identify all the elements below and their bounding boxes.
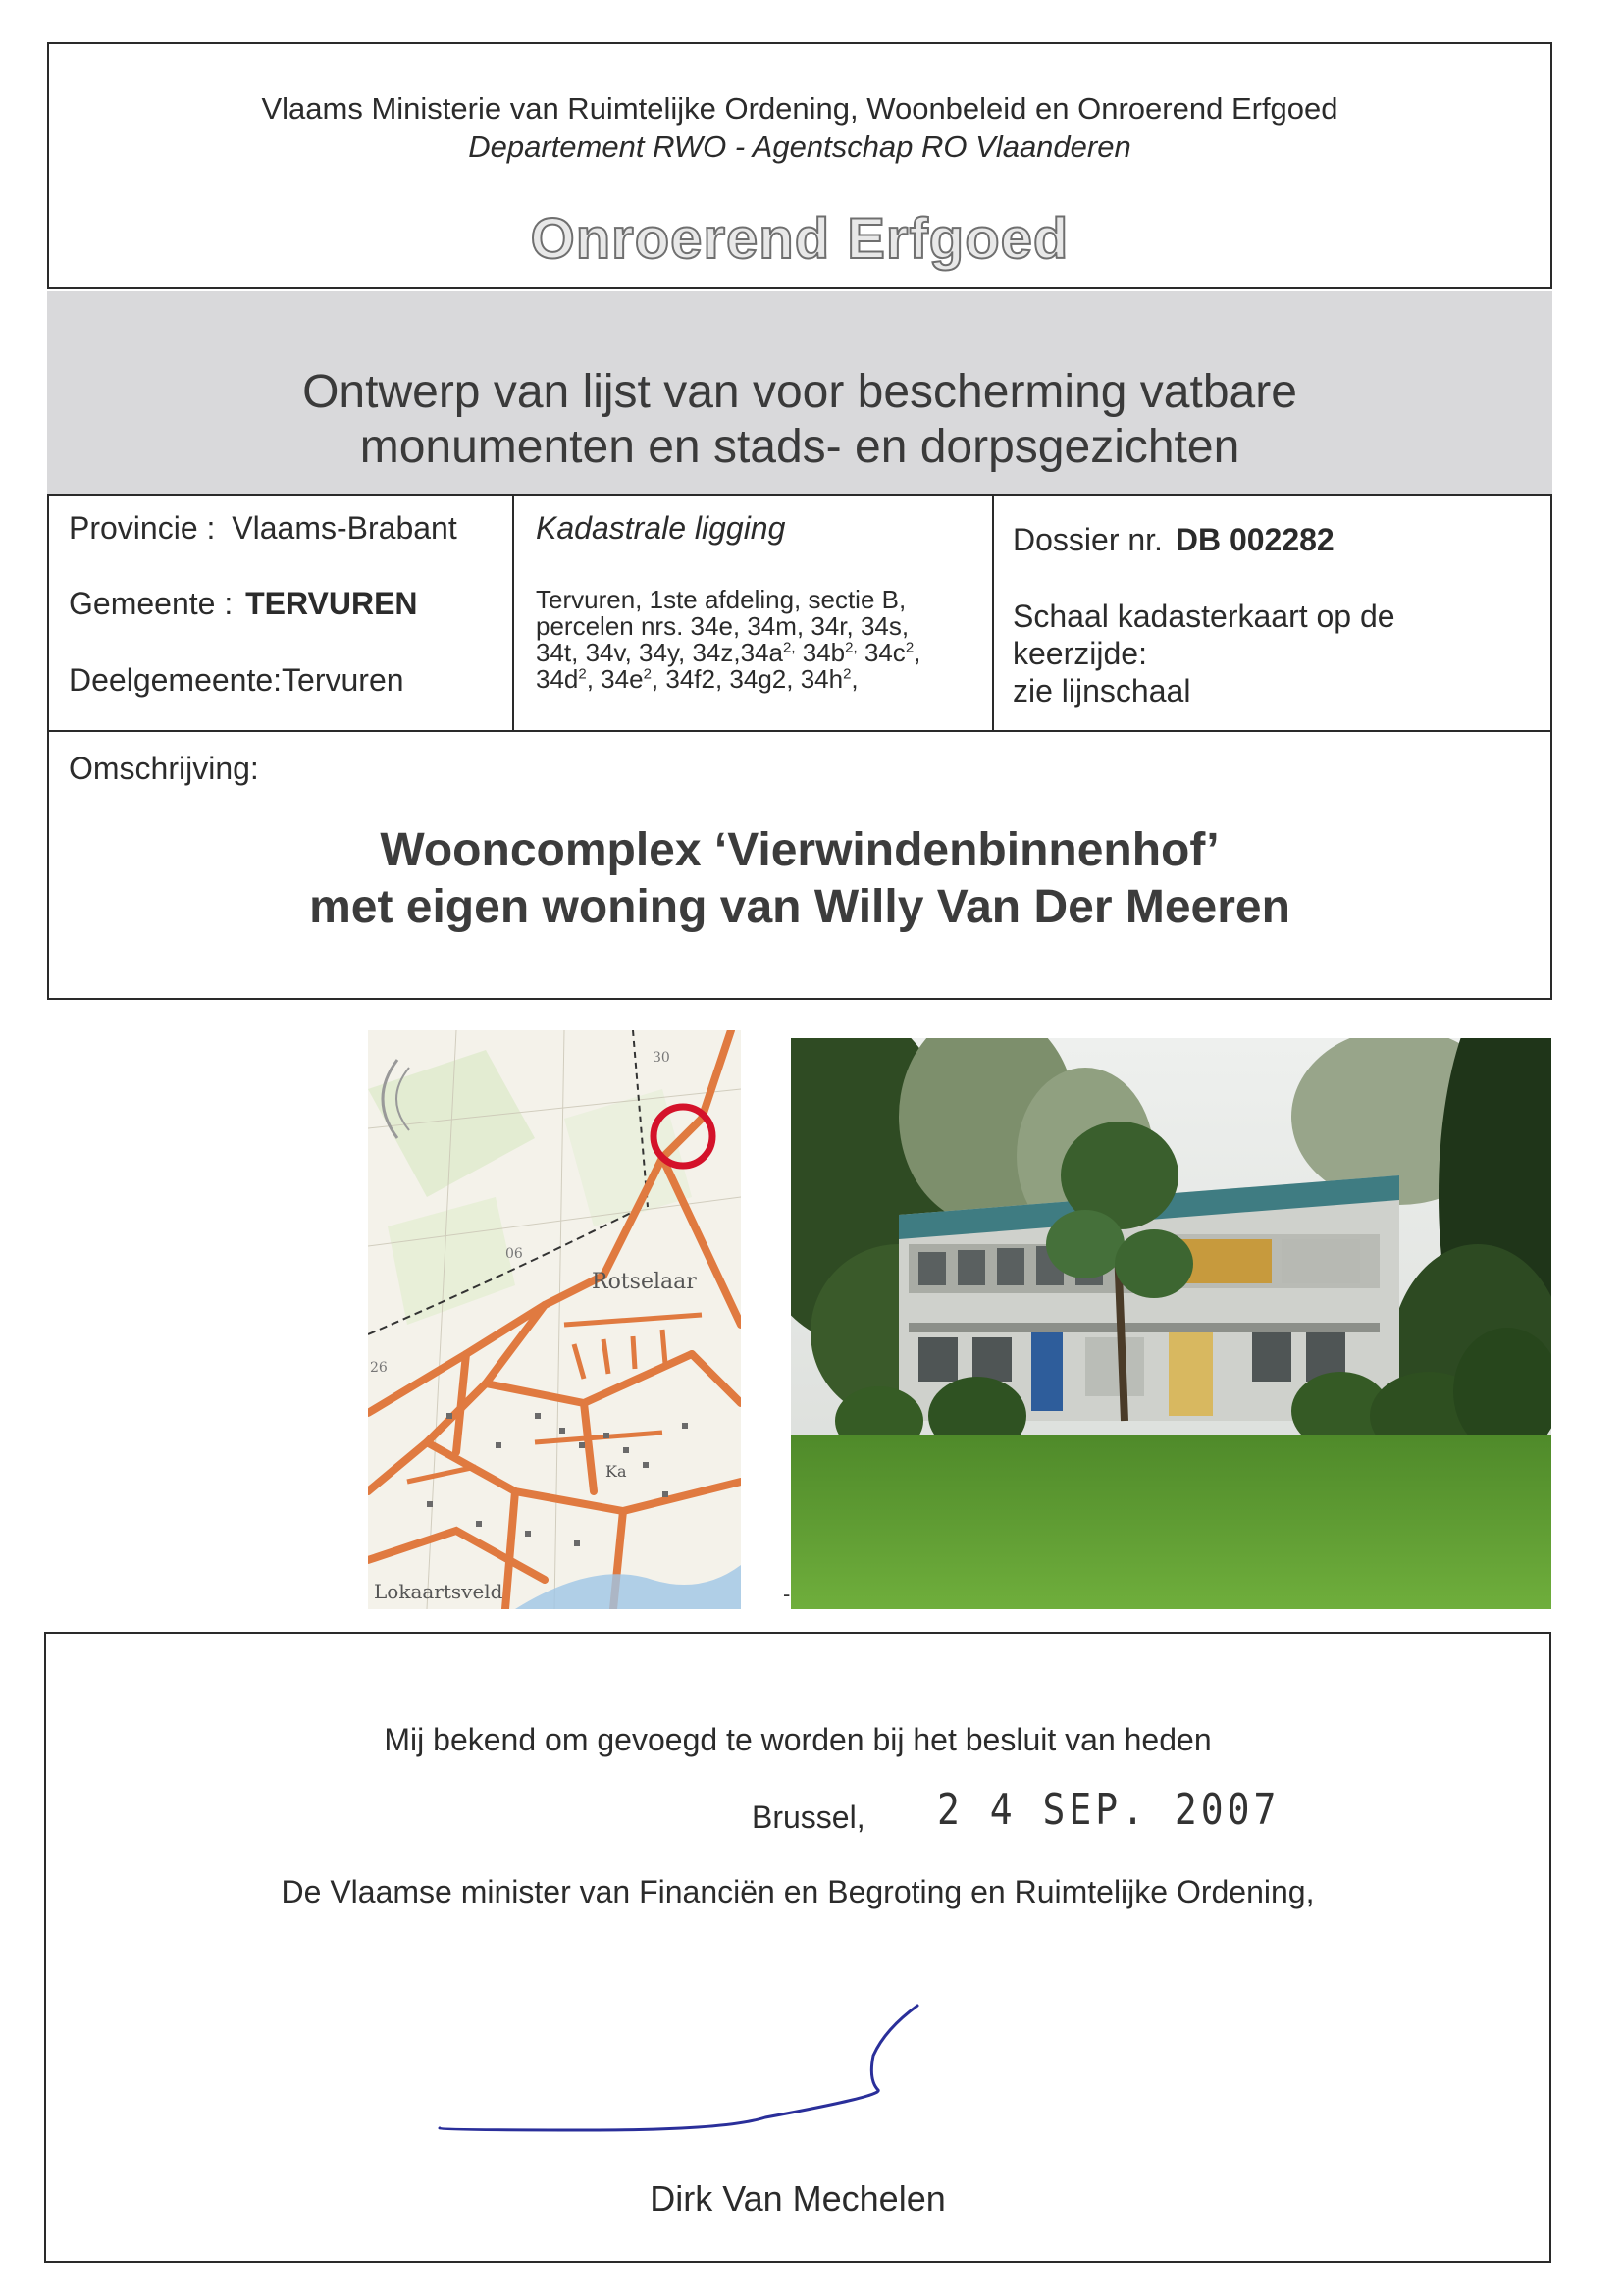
cadastral-parcel-text: , — [851, 664, 859, 694]
document-title-line1: Ontwerp van lijst van voor bescherming vatbare — [302, 366, 1297, 418]
separator-dash: - — [783, 1582, 791, 1606]
ministry-name: Vlaams Ministerie van Ruimtelijke Ordening, Woonbeleid en Onroerend Erfgoed — [261, 91, 1338, 126]
dossier-label: Dossier nr. — [1013, 522, 1163, 557]
submunicipality-label: Deelgemeente: — [69, 662, 283, 698]
map-label-30: 30 — [653, 1050, 670, 1066]
cadastral-parcel-text: , 34f2, 34g2, 34h — [651, 664, 844, 694]
cadastral-line-1: Tervuren, 1ste afdeling, sectie B, — [536, 585, 907, 614]
cadastral-parcel-text: 34b — [802, 638, 846, 667]
building-photo — [791, 1038, 1551, 1609]
minister-title: De Vlaamse minister van Financiën en Begroting en Ruimtelijke Ordening, — [281, 1874, 1315, 1909]
photo-graphic — [791, 1038, 1551, 1609]
description-title-line2: met eigen woning van Willy Van Der Meeren — [309, 881, 1290, 933]
province-row — [69, 510, 457, 547]
signatory-name: Dirk Van Mechelen — [650, 2178, 946, 2218]
cadastral-line-4 — [536, 666, 987, 693]
scale-line: zie lijnschaal — [1013, 673, 1191, 708]
map-graphic — [368, 1030, 741, 1609]
statement-text: Mij bekend om gevoegd te worden bij het besluit van heden — [384, 1722, 1212, 1757]
dossier-row — [1013, 522, 1335, 558]
map-label-26: 26 — [370, 1360, 388, 1376]
signature-graphic — [432, 2002, 942, 2139]
municipality-value: TERVUREN — [245, 586, 418, 621]
date-stamp: 2 4 SEP. 2007 — [937, 1784, 1281, 1835]
description-title-line1: Wooncomplex ‘Vierwindenbinnenhof’ — [380, 824, 1220, 876]
handwritten-signature — [432, 2002, 942, 2139]
cadastral-line-2: percelen nrs. 34e, 34m, 34r, 34s, — [536, 611, 910, 641]
map-label-ka: Ka — [605, 1462, 627, 1481]
cadastral-parcel-text: 34d — [536, 664, 579, 694]
column-divider-2 — [992, 494, 994, 732]
info-middle-rule — [47, 730, 1552, 732]
submunicipality-value: Tervuren — [282, 662, 404, 698]
municipality-row — [69, 586, 418, 622]
map-label-rotselaar: Rotselaar — [592, 1270, 697, 1294]
superscript: 2 — [643, 665, 652, 683]
cadastral-parcels — [536, 587, 987, 693]
province-label: Provincie : — [69, 510, 216, 546]
province-value: Vlaams-Brabant — [232, 510, 457, 546]
scale-note — [1013, 598, 1395, 709]
dossier-number: DB 002282 — [1175, 522, 1335, 557]
submunicipality-row — [69, 662, 404, 699]
cadastral-parcel-text: 34c — [864, 638, 906, 667]
info-top-rule — [47, 494, 1552, 496]
department-name: Departement RWO - Agentschap RO Vlaanderen — [468, 130, 1131, 164]
column-divider-1 — [512, 494, 514, 732]
description-label: Omschrijving: — [69, 751, 259, 786]
municipality-label: Gemeente : — [69, 586, 234, 621]
location-map — [368, 1030, 741, 1609]
superscript: 2 — [843, 665, 852, 683]
cadastral-line-3: 34t, 34v, 34y, $34z,34a^{2,}$ $34b^{2,}$ $34c^2$, — [536, 638, 921, 667]
cadastral-parcel-text: , 34e — [586, 664, 644, 694]
brand-title: Onroerend Erfgoed — [530, 207, 1070, 271]
cadastral-heading: Kadastrale ligging — [536, 510, 786, 546]
map-label-lokaartsveld: Lokaartsveld — [374, 1580, 503, 1603]
superscript: 2, — [783, 639, 796, 656]
scale-line: keerzijde: — [1013, 636, 1147, 671]
scale-line: Schaal kadasterkaart op de — [1013, 599, 1395, 634]
signing-city: Brussel, — [752, 1800, 865, 1835]
superscript: 2 — [905, 639, 915, 656]
superscript: 2, — [845, 639, 858, 656]
map-label-06: 06 — [505, 1246, 523, 1262]
document-title-line2: monumenten en stads- en dorpsgezichten — [359, 421, 1240, 473]
cadastral-parcel-text: 34t, 34v, 34y, 34z,34a — [536, 638, 783, 667]
superscript: 2 — [578, 665, 587, 683]
